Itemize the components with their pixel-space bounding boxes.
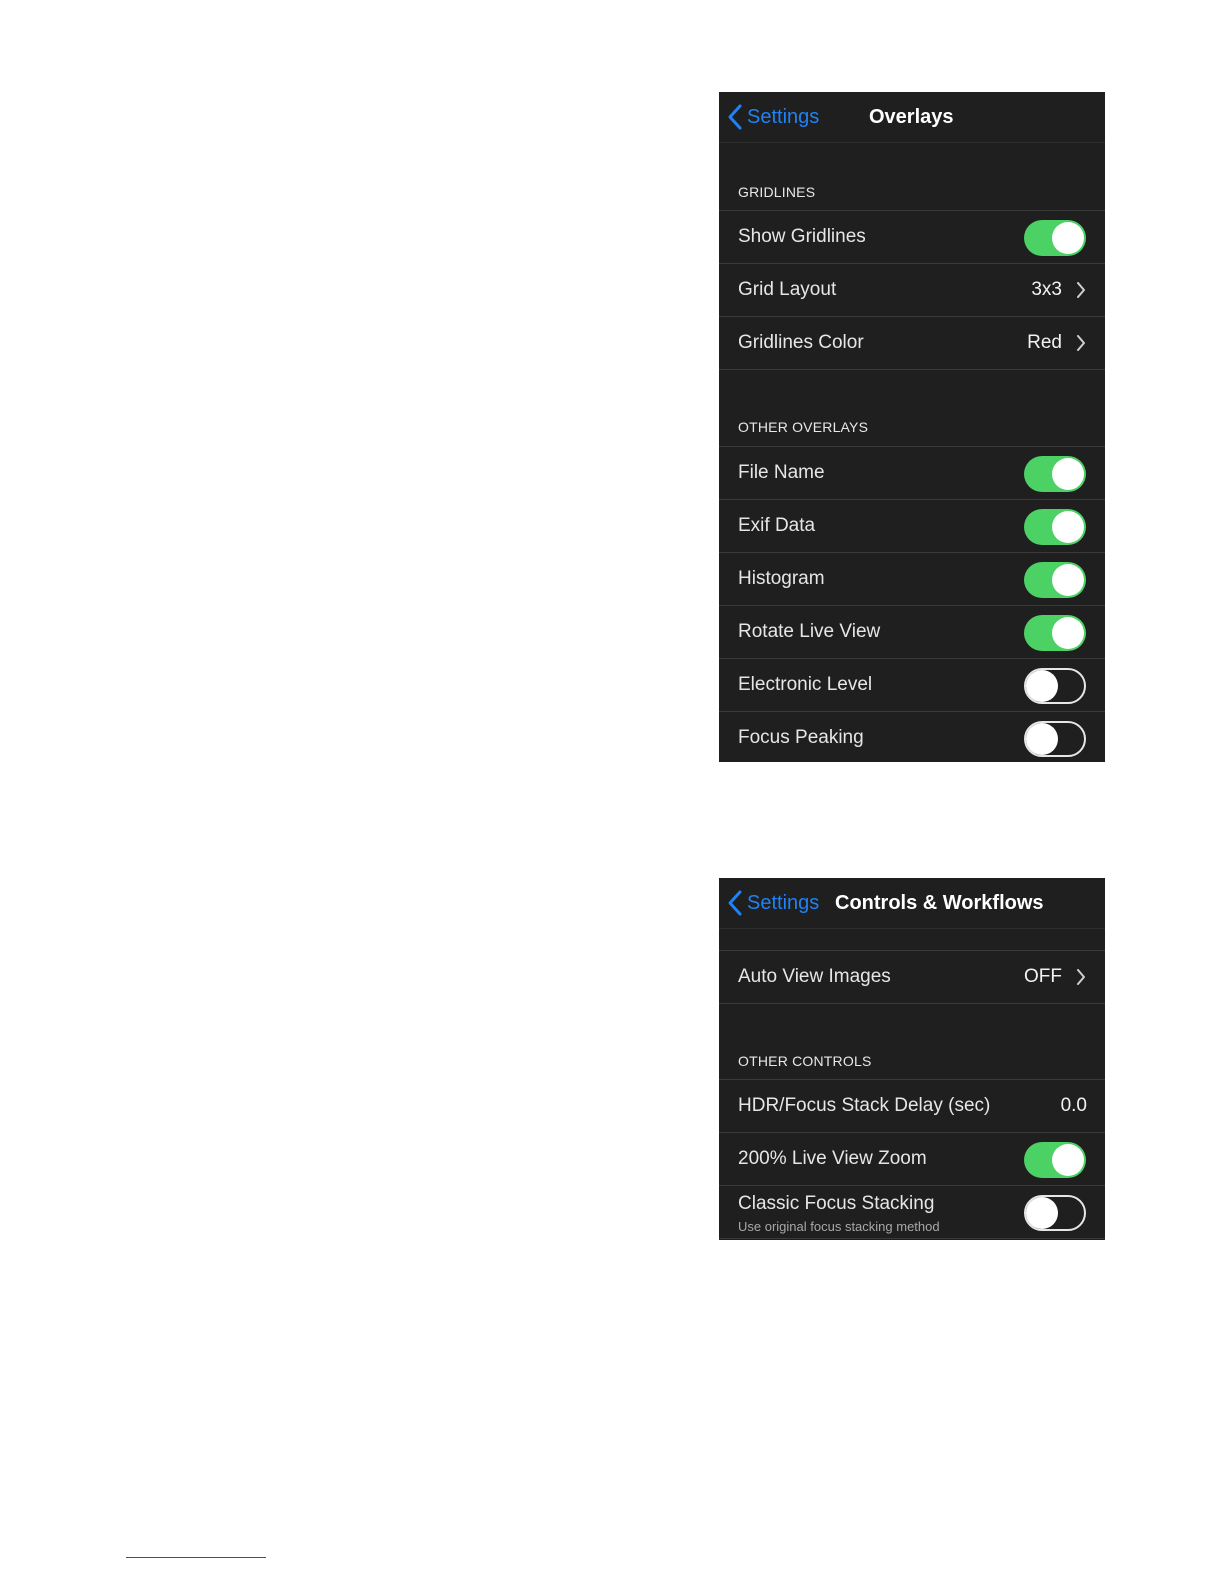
row-label: Rotate Live View bbox=[738, 621, 881, 642]
classic-focus-stacking-toggle[interactable] bbox=[1024, 1195, 1086, 1231]
row-label: Classic Focus Stacking bbox=[738, 1193, 935, 1214]
histogram-toggle[interactable] bbox=[1024, 562, 1086, 598]
row-label: File Name bbox=[738, 462, 825, 483]
nav-bar bbox=[719, 878, 1105, 929]
back-label: Settings bbox=[747, 891, 820, 914]
back-label: Settings bbox=[747, 105, 820, 128]
back-button[interactable] bbox=[727, 878, 819, 928]
row-label: Show Gridlines bbox=[738, 226, 866, 247]
row-show-gridlines bbox=[719, 210, 1105, 263]
toggle-knob bbox=[1052, 617, 1084, 649]
row-label: 200% Live View Zoom bbox=[738, 1148, 927, 1169]
row-label: Gridlines Color bbox=[738, 332, 864, 353]
toggle-knob bbox=[1026, 1197, 1058, 1229]
row-live-view-zoom bbox=[719, 1132, 1105, 1185]
row-value: OFF bbox=[1024, 966, 1062, 987]
row-electronic-level bbox=[719, 658, 1105, 711]
row-focus-peaking bbox=[719, 711, 1105, 762]
row-value: Red bbox=[1027, 332, 1062, 353]
row-label: Electronic Level bbox=[738, 674, 873, 695]
rotate-live-view-toggle[interactable] bbox=[1024, 615, 1086, 651]
electronic-level-toggle[interactable] bbox=[1024, 668, 1086, 704]
row-label: HDR/Focus Stack Delay (sec) bbox=[738, 1095, 991, 1116]
toggle-knob bbox=[1052, 564, 1084, 596]
overlays-panel bbox=[719, 92, 1105, 762]
row-label: Focus Peaking bbox=[738, 727, 864, 748]
row-label: Auto View Images bbox=[738, 966, 891, 987]
row-value: 3x3 bbox=[1031, 279, 1062, 300]
section-spacer bbox=[719, 929, 1105, 950]
row-rotate-live-view bbox=[719, 605, 1105, 658]
controls-panel bbox=[719, 878, 1105, 1240]
chevron-right-icon bbox=[1076, 335, 1086, 351]
row-sublabel: Use original focus stacking method bbox=[738, 1219, 940, 1234]
chevron-left-icon bbox=[727, 103, 743, 131]
toggle-knob bbox=[1052, 222, 1084, 254]
focus-peaking-toggle[interactable] bbox=[1024, 721, 1086, 757]
file-name-toggle[interactable] bbox=[1024, 456, 1086, 492]
chevron-left-icon bbox=[727, 889, 743, 917]
chevron-right-icon bbox=[1076, 282, 1086, 298]
row-value: 0.0 bbox=[1060, 1095, 1087, 1116]
footnote-divider bbox=[126, 1557, 266, 1558]
row-histogram bbox=[719, 552, 1105, 605]
toggle-knob bbox=[1052, 458, 1084, 490]
row-classic-focus-stacking bbox=[719, 1185, 1105, 1239]
row-gridlines-color[interactable] bbox=[719, 316, 1105, 370]
row-hdr-focus-stack-delay[interactable] bbox=[719, 1079, 1105, 1132]
section-header-other-overlays: OTHER OVERLAYS bbox=[738, 419, 869, 435]
row-auto-view-images[interactable] bbox=[719, 950, 1105, 1004]
toggle-knob bbox=[1026, 723, 1058, 755]
chevron-right-icon bbox=[1076, 969, 1086, 985]
section-header-other-controls: OTHER CONTROLS bbox=[738, 1053, 872, 1069]
row-file-name bbox=[719, 446, 1105, 499]
row-grid-layout[interactable] bbox=[719, 263, 1105, 316]
row-label: Histogram bbox=[738, 568, 825, 589]
exif-data-toggle[interactable] bbox=[1024, 509, 1086, 545]
page-title: Overlays bbox=[869, 106, 954, 128]
show-gridlines-toggle[interactable] bbox=[1024, 220, 1086, 256]
back-button[interactable] bbox=[727, 92, 819, 142]
row-exif-data bbox=[719, 499, 1105, 552]
page-title: Controls & Workflows bbox=[835, 892, 1044, 914]
row-label: Grid Layout bbox=[738, 279, 837, 300]
toggle-knob bbox=[1026, 670, 1058, 702]
nav-bar bbox=[719, 92, 1105, 143]
row-label: Exif Data bbox=[738, 515, 816, 536]
section-header-gridlines: GRIDLINES bbox=[738, 184, 816, 200]
toggle-knob bbox=[1052, 511, 1084, 543]
toggle-knob bbox=[1052, 1144, 1084, 1176]
live-view-zoom-toggle[interactable] bbox=[1024, 1142, 1086, 1178]
